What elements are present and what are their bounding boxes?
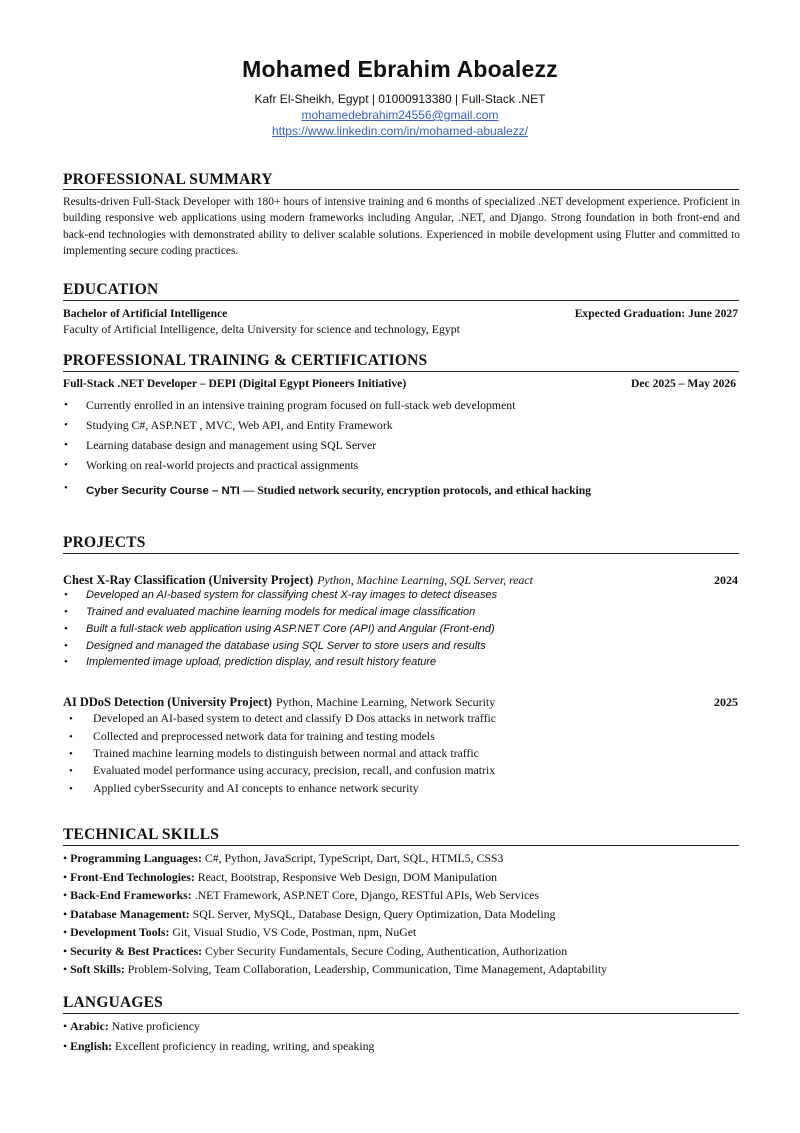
list-item: Trained and evaluated machine learning models for medical image classification: [86, 606, 476, 618]
list-item: Currently enrolled in an intensive training program focused on full-stack web development: [86, 398, 516, 412]
list-item: Trained machine learning models to distinguish between normal and attack traffic: [93, 746, 479, 760]
list-item: Designed and managed the database using SQL Server to store users and results: [86, 640, 486, 652]
projects-divider: [63, 553, 739, 554]
bullet-icon: •: [69, 731, 73, 743]
email-link[interactable]: mohamedebrahim24556@gmail.com: [301, 108, 499, 122]
bullet-icon: •: [64, 482, 68, 494]
list-item: Developed an AI-based system for classifying chest X-ray images to detect diseases: [86, 589, 498, 601]
linkedin-link[interactable]: https://www.linkedin.com/in/mohamed-abualezz/: [271, 124, 529, 138]
skill-front-end: • Front-End Technologies: React, Bootstrap, Responsive Web Design, DOM Manipulation: [63, 870, 497, 884]
bullet-icon: •: [69, 748, 73, 760]
bullet-icon: •: [64, 640, 68, 652]
project-year: 2025: [714, 695, 738, 709]
cyber-course-text: — Studied network security, encryption protocols, and ethical hacking: [239, 484, 591, 497]
training-heading: PROFESSIONAL TRAINING & CERTIFICATIONS: [63, 352, 428, 369]
list-item: Studying C#, ASP.NET , MVC, Web API, and Entity Framework: [86, 418, 393, 432]
summary-text: Results-driven Full-Stack Developer with 180+ hours of intensive training and 6 months of specialized .NET development experience. Proficient in building responsive web applications using modern frameworks including Angular, .NET, and Django. Strong foundation in both front-end and back-end technologies with demonstrated ability to deliver scalable solutions. Experienced in mobile development using Flutter and committed to implementing secure coding practices.: [63, 196, 740, 257]
project-name: AI DDoS Detection (University Project): [63, 695, 272, 709]
project-chest-xray-title: [63, 571, 533, 589]
school: Faculty of Artificial Intelligence, delta University for science and technology, Egypt: [63, 322, 460, 336]
project-name: Chest X-Ray Classification (University Project): [63, 573, 314, 587]
training-divider: [63, 371, 739, 372]
cyber-course-label: Cyber Security Course – NTI: [86, 485, 240, 497]
list-item: Built a full-stack web application using ASP.NET Core (API) and Angular (Front-end): [86, 623, 495, 635]
skill-programming-languages: • Programming Languages: C#, Python, JavaScript, TypeScript, Dart, SQL, HTML5, CSS3: [63, 851, 504, 865]
bullet-icon: •: [64, 419, 68, 431]
list-item: Applied cyberSsecurity and AI concepts to enhance network security: [93, 781, 419, 795]
list-item: Evaluated model performance using accuracy, precision, recall, and confusion matrix: [93, 763, 496, 777]
project-year: 2024: [714, 573, 738, 587]
bullet-icon: •: [69, 765, 73, 777]
list-item: Developed an AI-based system to detect and classify D Dos attacks in network traffic: [93, 711, 497, 725]
bullet-icon: •: [64, 589, 68, 601]
bullet-icon: •: [64, 623, 68, 635]
project-tech: Python, Machine Learning, SQL Server, react: [317, 573, 533, 587]
bullet-icon: •: [64, 399, 68, 411]
list-item: Collected and preprocessed network data for training and testing models: [93, 729, 435, 743]
summary-heading: PROFESSIONAL SUMMARY: [63, 171, 273, 188]
bullet-icon: •: [69, 783, 73, 795]
skill-security: • Security & Best Practices: Cyber Security Fundamentals, Secure Coding, Authentication, Authorization: [63, 944, 568, 958]
list-item: Learning database design and management using SQL Server: [86, 438, 377, 452]
cyber-security-course: [86, 481, 591, 499]
bullet-icon: •: [64, 656, 68, 668]
bullet-icon: •: [69, 713, 73, 725]
candidate-name: Mohamed Ebrahim Aboalezz: [242, 56, 558, 82]
skills-heading: TECHNICAL SKILLS: [63, 826, 220, 843]
skill-back-end: • Back-End Frameworks: .NET Framework, ASP.NET Core, Django, RESTful APIs, Web Services: [63, 888, 540, 902]
graduation-date: Expected Graduation: June 2027: [574, 307, 738, 320]
education-heading: EDUCATION: [63, 281, 159, 298]
project-tech: Python, Machine Learning, Network Security: [275, 695, 496, 709]
skill-soft-skills: • Soft Skills: Problem-Solving, Team Collaboration, Leadership, Communication, Time Management, Adaptability: [63, 962, 608, 976]
list-item: Working on real-world projects and practical assignments: [86, 458, 359, 472]
education-divider: [63, 300, 739, 301]
bullet-icon: •: [64, 606, 68, 618]
languages-divider: [63, 1013, 739, 1014]
bullet-icon: •: [64, 439, 68, 451]
list-item: Implemented image upload, prediction display, and result history feature: [86, 656, 437, 668]
degree: Bachelor of Artificial Intelligence: [63, 307, 228, 320]
project-ddos-title: [63, 693, 495, 711]
contact-line: Kafr El-Sheikh, Egypt | 01000913380 | Full-Stack .NET: [254, 92, 546, 106]
bullet-icon: •: [64, 459, 68, 471]
skill-dev-tools: • Development Tools: Git, Visual Studio, VS Code, Postman, npm, NuGet: [63, 925, 417, 939]
language-arabic: • Arabic: Native proficiency: [63, 1019, 200, 1033]
languages-heading: LANGUAGES: [63, 994, 163, 1011]
projects-heading: PROJECTS: [63, 534, 146, 551]
skill-database: • Database Management: SQL Server, MySQL, Database Design, Query Optimization, Data Modeling: [63, 907, 556, 921]
training-dates: Dec 2025 – May 2026: [631, 377, 736, 390]
language-english: • English: Excellent proficiency in reading, writing, and speaking: [63, 1039, 375, 1053]
summary-divider: [63, 189, 739, 190]
training-program: Full-Stack .NET Developer – DEPI (Digital Egypt Pioneers Initiative): [63, 377, 407, 390]
skills-divider: [63, 845, 739, 846]
